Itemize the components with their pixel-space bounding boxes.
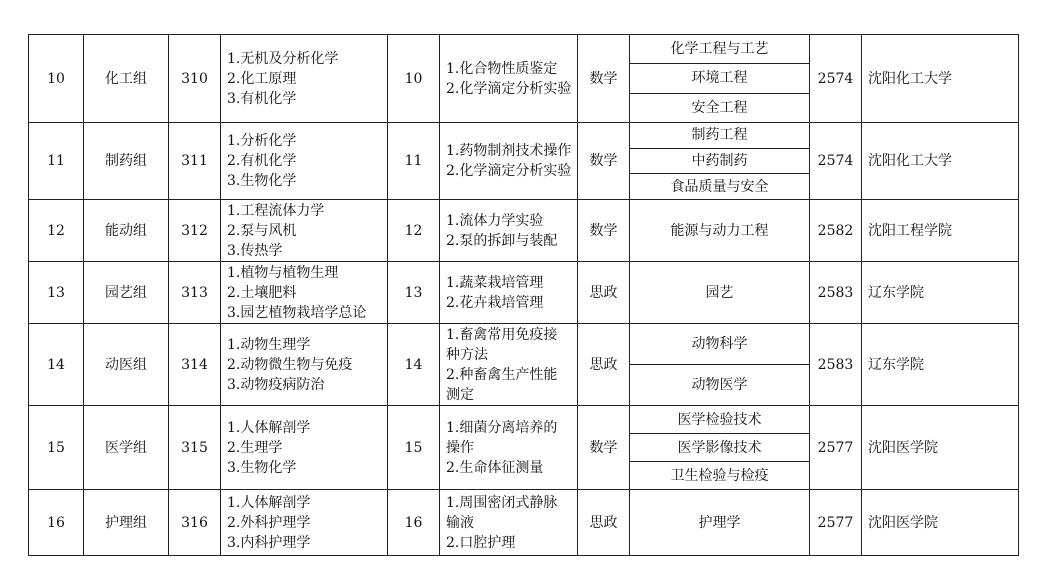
row-number: 13 [29,262,84,324]
theory-code: 314 [169,324,221,406]
skill-items-line: 2.化学滴定分析实验 [446,80,572,97]
theory-subjects-line: 2.生理学 [227,439,283,456]
skill-items-line: 1.细菌分离培养的 [446,419,558,436]
skill-items [440,35,578,123]
major-item: 动物科学 [691,336,748,352]
extra-subject: 数学 [578,35,630,123]
major-item: 园艺 [705,284,734,301]
school-name: 沈阳工程学院 [862,200,1019,262]
major-item: 化学工程与工艺 [670,41,769,58]
school-name: 沈阳医学院 [862,490,1019,556]
majors-cell [630,406,810,490]
theory-subjects-line: 1.工程流体力学 [227,202,325,219]
major-item: 卫生检验与检疫 [630,461,809,489]
table-row [29,123,1019,200]
theory-code: 311 [169,123,221,200]
majors-cell [630,262,810,324]
major-item: 医学检验技术 [677,411,762,428]
group-name: 化工组 [84,35,169,123]
row-number: 16 [29,490,84,556]
theory-subjects-line: 1.人体解剖学 [227,494,311,511]
skill-items [440,324,578,406]
skill-items-line: 2.化学滴定分析实验 [446,163,572,179]
theory-subjects-line: 3.内科护理学 [227,534,311,551]
skill-items [440,490,578,556]
extra-subject: 思政 [578,324,630,406]
extra-subject: 数学 [578,200,630,262]
group-name: 园艺组 [84,262,169,324]
skill-number: 11 [388,123,440,200]
major-item: 医学影像技术 [630,433,809,461]
table-row [29,200,1019,262]
skill-number: 10 [388,35,440,123]
group-name: 动医组 [84,324,169,406]
extra-subject: 思政 [578,490,630,556]
skill-items-line: 1.流体力学实验 [446,212,544,229]
skill-items-line: 1.畜禽常用免疫接 [446,326,558,343]
row-number: 11 [29,123,84,200]
skill-items [440,262,578,324]
school-name: 沈阳医学院 [862,406,1019,490]
theory-code: 315 [169,406,221,490]
theory-subjects-line: 1.人体解剖学 [227,419,311,436]
table-body [29,35,1019,556]
theory-subjects-line: 1.动物生理学 [227,336,311,353]
table-row [29,406,1019,490]
majors-cell [630,35,810,123]
major-item: 能源与动力工程 [670,222,769,239]
group-name: 制药组 [84,123,169,200]
skill-number: 12 [388,200,440,262]
theory-subjects-line: 2.有机化学 [227,153,297,169]
theory-code: 313 [169,262,221,324]
group-name: 医学组 [84,406,169,490]
group-name: 护理组 [84,490,169,556]
school-name: 沈阳化工大学 [862,123,1019,200]
major-item: 制药工程 [691,127,748,144]
theory-subjects [221,262,388,324]
theory-subjects-line: 3.生物化学 [227,459,297,476]
skill-number: 15 [388,406,440,490]
skill-items [440,123,578,200]
skill-items [440,200,578,262]
skill-items-line: 2.种畜禽生产性能 [446,366,558,383]
skill-items-line: 1.周围密闭式静脉 [446,494,558,511]
major-item: 食品质量与安全 [630,173,809,199]
extra-subject: 数学 [578,406,630,490]
theory-subjects-line: 2.外科护理学 [227,514,311,531]
major-item: 动物医学 [630,364,809,405]
skill-items [440,406,578,490]
school-code: 2574 [810,123,862,200]
skill-items-line: 种方法 [446,346,488,363]
theory-subjects-line: 2.动物微生物与免疫 [227,356,353,373]
table-row [29,490,1019,556]
school-name: 沈阳化工大学 [862,35,1019,123]
theory-subjects-line: 3.有机化学 [227,90,297,107]
skill-number: 16 [388,490,440,556]
school-code: 2574 [810,35,862,123]
skill-number: 14 [388,324,440,406]
major-item: 安全工程 [630,93,809,122]
row-number: 10 [29,35,84,123]
skill-items-line: 2.生命体征测量 [446,459,544,476]
theory-subjects [221,123,388,200]
skill-items-line: 输液 [446,514,474,531]
theory-subjects [221,35,388,123]
majors-cell [630,200,810,262]
major-item: 护理学 [698,514,741,531]
admission-table [28,34,1019,556]
skill-items-line: 操作 [446,439,474,456]
majors-cell [630,324,810,406]
theory-code: 310 [169,35,221,123]
skill-items-line: 1.药物制剂技术操作 [446,143,572,159]
theory-subjects [221,200,388,262]
theory-code: 312 [169,200,221,262]
major-item: 环境工程 [630,63,809,92]
row-number: 12 [29,200,84,262]
skill-items-line: 2.泵的拆卸与装配 [446,232,558,249]
theory-subjects-line: 1.分析化学 [227,133,297,149]
theory-subjects-line: 2.化工原理 [227,70,297,87]
row-number: 15 [29,406,84,490]
skill-items-line: 1.蔬菜栽培管理 [446,274,544,291]
school-code: 2577 [810,490,862,556]
theory-subjects-line: 3.传热学 [227,242,283,259]
school-code: 2583 [810,324,862,406]
school-name: 辽东学院 [862,262,1019,324]
theory-subjects [221,406,388,490]
extra-subject: 思政 [578,262,630,324]
table-row [29,324,1019,406]
table-row [29,262,1019,324]
school-code: 2577 [810,406,862,490]
majors-cell [630,123,810,200]
group-name: 能动组 [84,200,169,262]
majors-cell [630,490,810,556]
skill-items-line: 测定 [446,386,474,403]
school-code: 2583 [810,262,862,324]
theory-subjects [221,490,388,556]
skill-number: 13 [388,262,440,324]
theory-subjects-line: 1.无机及分析化学 [227,50,339,67]
school-code: 2582 [810,200,862,262]
skill-items-line: 1.化合物性质鉴定 [446,60,558,77]
major-item: 中药制药 [630,148,809,174]
theory-subjects-line: 3.园艺植物栽培学总论 [227,304,367,321]
theory-code: 316 [169,490,221,556]
skill-items-line: 2.花卉栽培管理 [446,294,544,311]
row-number: 14 [29,324,84,406]
school-name: 辽东学院 [862,324,1019,406]
theory-subjects-line: 2.土壤肥料 [227,284,297,301]
theory-subjects-line: 3.生物化学 [227,173,297,189]
theory-subjects-line: 1.植物与植物生理 [227,264,339,281]
theory-subjects-line: 3.动物疫病防治 [227,376,325,393]
theory-subjects-line: 2.泵与风机 [227,222,297,239]
theory-subjects [221,324,388,406]
skill-items-line: 2.口腔护理 [446,534,516,551]
table-row [29,35,1019,123]
extra-subject: 数学 [578,123,630,200]
